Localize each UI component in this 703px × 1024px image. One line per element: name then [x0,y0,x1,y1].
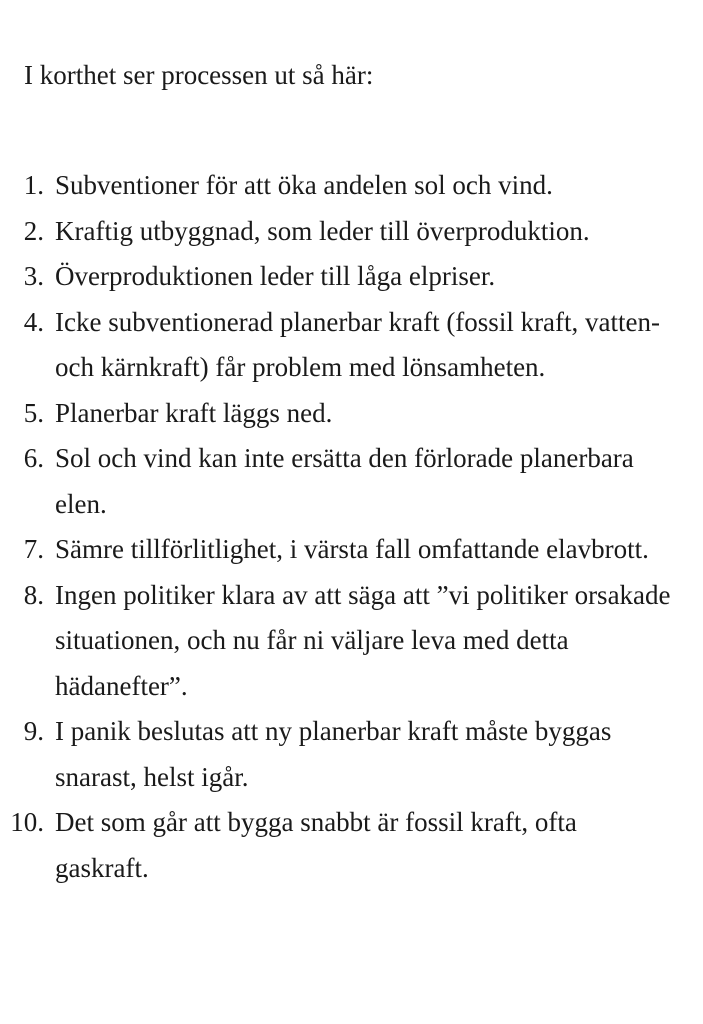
list-item-text: Sämre tillförlitlighet, i värsta fall omfattande elavbrott. [55,534,649,564]
list-item [0,254,703,300]
list-item-text: Ingen politiker klara av att säga att ”vi politiker orsakade situationen, och nu får ni väljare leva med detta hädanefter”. [55,579,671,701]
list-item-number: 2. [23,215,44,246]
process-list [0,163,703,891]
list-item-number: 3. [23,261,44,291]
list-item-number: 6. [23,443,44,473]
list-item [0,527,703,573]
list-item-text: Icke subventionerad planerbar kraft (fossil kraft, vatten- och kärnkraft) får problem med lönsamheten. [55,306,660,382]
list-item-text: Sol och vind kan inte ersätta den förlorade planerbara elen. [55,443,634,519]
list-item-number: 4. [23,306,44,337]
list-item [0,391,703,437]
list-item-number: 5. [23,397,44,428]
list-item [0,163,703,209]
list-item-text: I panik beslutas att ny planerbar kraft måste byggas snarast, helst igår. [55,716,612,792]
list-item-text: Det som går att bygga snabbt är fossil kraft, ofta gaskraft. [55,807,577,883]
list-item-number: 1. [23,170,44,200]
list-item [0,209,703,255]
list-item-text: Subventioner för att öka andelen sol och vind. [55,170,553,200]
list-item [0,573,703,710]
list-item-text: Planerbar kraft läggs ned. [55,397,333,428]
intro-text: I korthet ser processen ut så här: [24,60,374,90]
list-item-text: Överproduktionen leder till låga elpriser. [55,261,496,291]
list-item [0,709,703,800]
list-item-text: Kraftig utbyggnad, som leder till överproduktion. [55,215,590,246]
list-item-number: 9. [23,716,44,746]
list-item [0,300,703,391]
list-item-number: 7. [23,534,44,564]
list-item [0,436,703,527]
list-item-number: 8. [23,579,44,610]
list-item [0,800,703,891]
list-item-number: 10. [10,807,44,837]
